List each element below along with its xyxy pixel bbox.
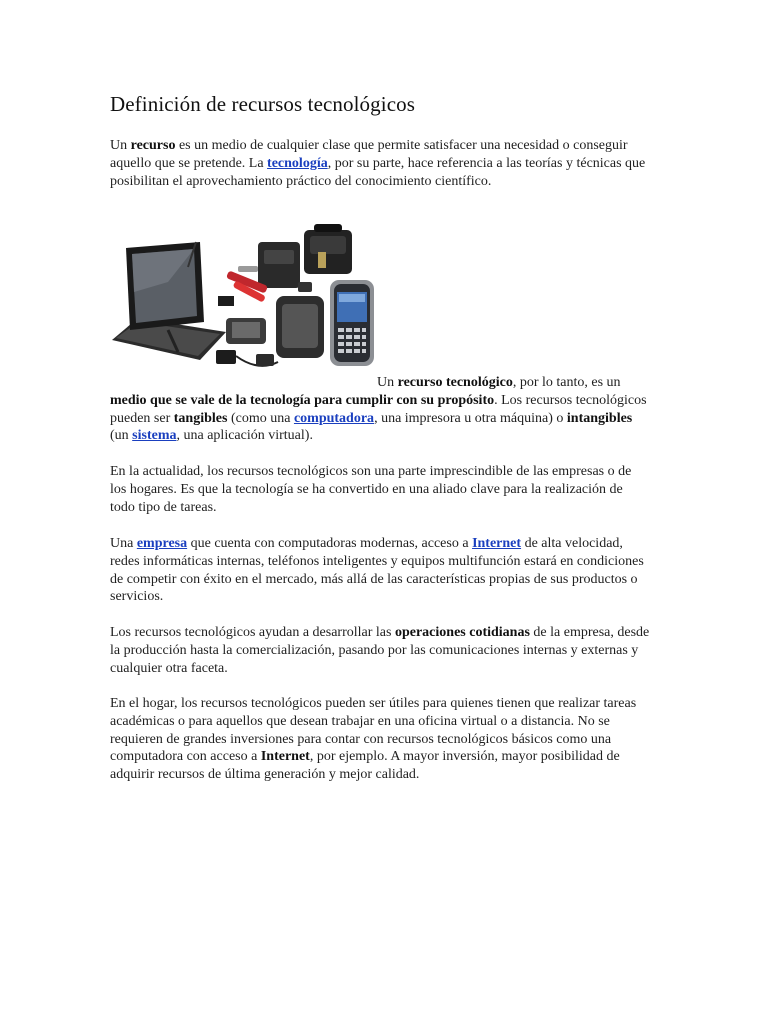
- text-run: es un medio de cualquier clase que permite satisfacer una necesidad o conseguir aquello que se pretende. La: [110, 138, 628, 171]
- paragraph-hogar: [110, 695, 650, 784]
- text-run: (como una: [227, 410, 294, 426]
- bold-term-recurso-tecnologico: recurso tecnológico: [397, 375, 513, 390]
- text-run: , por ejemplo. A mayor inversión, mayor posibilidad de adquirir recursos de última generación y mejor calidad.: [110, 749, 620, 783]
- text-run: (un: [110, 428, 133, 444]
- text-run: Los recursos tecnológicos ayudan a desarrollar las: [110, 625, 395, 640]
- text-run: , una impresora u otra máquina) o: [374, 410, 567, 426]
- text-run: En el hogar, los recursos tecnológicos pueden ser útiles para quienes tienen que realizar tareas académicas o para aquellos que desean trabajar en una oficina virtual o a distancia. No se requieren de grandes inversiones para contar con recursos tecnológicos básicos como una computadora con acceso a: [110, 696, 637, 765]
- link-computadora[interactable]: computadora: [293, 410, 375, 426]
- link-sistema[interactable]: sistema: [132, 428, 177, 444]
- paragraph-recurso-tecnologico: [110, 374, 650, 445]
- smartphone-icon: [330, 280, 374, 366]
- page-title: Definición de recursos tecnológicos: [110, 92, 415, 116]
- text-run: de alta velocidad, redes informáticas internas, teléfonos inteligentes y equipos multifunción estará en condiciones de competir con éxito en el mercado, más allá de las características propias de sus productos o servicios.: [110, 536, 644, 605]
- link-tecnologia[interactable]: tecnología: [267, 155, 328, 171]
- tablet-laptop-icon: [112, 242, 226, 360]
- paragraph-operaciones: [110, 624, 650, 677]
- link-empresa[interactable]: empresa: [136, 536, 188, 551]
- camera-bag-icon: [258, 224, 352, 288]
- gps-device-icon: [226, 296, 324, 358]
- text-run: , una aplicación virtual).: [176, 428, 313, 444]
- text-line-indent: [110, 375, 377, 390]
- text-run: Una: [110, 536, 137, 551]
- paragraph-actualidad: En la actualidad, los recursos tecnológicos son una parte imprescindible de las empresas o de los hogares. Es que la tecnología se ha convertido en una aliado clave para la realización de todo tipo de tareas.: [110, 464, 632, 515]
- bold-term-recurso: recurso: [130, 138, 176, 153]
- link-internet[interactable]: Internet: [472, 536, 522, 551]
- paragraph-definition-recurso: [110, 137, 650, 190]
- tech-devices-image: [108, 222, 378, 382]
- paragraph-empresa: [110, 535, 650, 606]
- text-run: de la empresa, desde la producción hasta la comercialización, pasando por las comunicaciones internas y externas y cualquier otra faceta.: [110, 625, 650, 676]
- text-run: . Los recursos tecnológicos pueden ser: [110, 392, 647, 426]
- bold-term-internet: Internet: [260, 749, 310, 765]
- text-run: Un: [110, 138, 131, 153]
- bold-term-tangibles: tangibles: [173, 410, 228, 426]
- text-run: Un: [377, 375, 398, 390]
- bold-term-intangibles: intangibles: [566, 410, 633, 426]
- bold-term-medio: medio que se vale de la tecnología para cumplir con su propósito: [110, 392, 495, 408]
- text-run: que cuenta con computadoras modernas, acceso a: [187, 536, 473, 551]
- text-run: , por lo tanto, es un: [512, 375, 621, 390]
- bold-term-operaciones-cotidianas: operaciones cotidianas: [394, 625, 530, 640]
- text-run: , por su parte, hace referencia a las teorías y técnicas que posibilitan el aprovechamiento práctico del conocimiento científico.: [110, 155, 646, 189]
